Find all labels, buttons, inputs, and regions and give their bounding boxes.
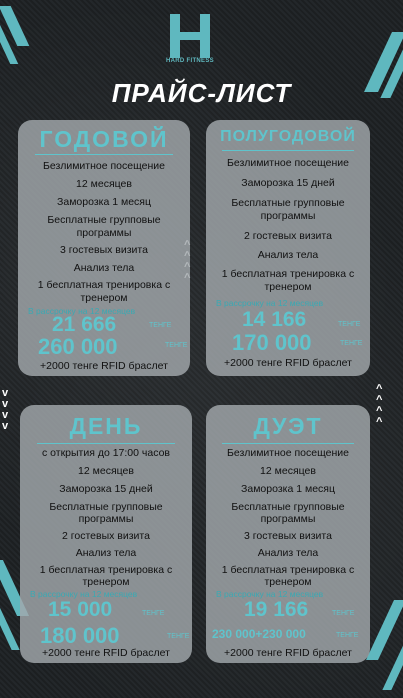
installment-note: В рассрочку на 12 месяцев bbox=[28, 306, 136, 316]
rfid-note: +2000 тенге RFID браслет bbox=[42, 647, 170, 659]
feature-line: 1 бесплатная тренировка с bbox=[39, 564, 173, 576]
total-price: 230 000+230 000 bbox=[212, 627, 306, 641]
total-price: 170 000 bbox=[232, 330, 312, 355]
feature-line: Заморозка 1 месяц bbox=[57, 196, 151, 208]
currency-label: ТЕНГЕ bbox=[332, 610, 355, 617]
monthly-price: 14 166 bbox=[242, 308, 307, 331]
feature-line: программы bbox=[260, 210, 316, 222]
feature-line: 2 гостевых визита bbox=[244, 230, 332, 242]
day-plan-card bbox=[20, 405, 192, 663]
card-title: ПОЛУГОДОВОЙ bbox=[220, 128, 356, 145]
feature-line: Бесплатные групповые bbox=[47, 214, 161, 226]
monthly-price: 21 666 bbox=[52, 313, 117, 336]
feature-line: Заморозка 1 месяц bbox=[241, 483, 335, 495]
feature-line: Безлимитное посещение bbox=[43, 160, 165, 172]
feature-line: Безлимитное посещение bbox=[227, 447, 349, 459]
feature-line: с открытия до 17:00 часов bbox=[41, 447, 170, 459]
half-year-plan-card bbox=[206, 120, 370, 376]
total-price: 180 000 bbox=[40, 623, 120, 648]
feature-line: 1 бесплатная тренировка с bbox=[221, 268, 355, 280]
feature-line: 12 месяцев bbox=[78, 465, 134, 477]
feature-line: тренером bbox=[82, 576, 130, 588]
feature-line: Бесплатные групповые bbox=[49, 501, 163, 513]
feature-line: 12 месяцев bbox=[260, 465, 316, 477]
rfid-note: +2000 тенге RFID браслет bbox=[40, 360, 168, 372]
decor-stripe bbox=[366, 600, 403, 660]
annual-plan-card bbox=[18, 120, 190, 376]
installment-note: В рассрочку на 12 месяцев bbox=[216, 589, 324, 599]
rfid-note: +2000 тенге RFID браслет bbox=[224, 357, 352, 369]
card-title: ДЕНЬ bbox=[69, 413, 143, 439]
currency-label: ТЕНГЕ bbox=[142, 610, 165, 617]
feature-line: 1 бесплатная тренировка с bbox=[37, 279, 171, 291]
feature-line: программы bbox=[260, 513, 316, 525]
feature-line: тренером bbox=[80, 292, 128, 304]
feature-line: 3 гостевых визита bbox=[244, 530, 332, 542]
duet-plan-card bbox=[206, 405, 370, 663]
rfid-note: +2000 тенге RFID браслет bbox=[224, 647, 352, 659]
feature-line: Бесплатные групповые bbox=[231, 197, 345, 209]
currency-label: ТЕНГЕ bbox=[338, 321, 361, 328]
feature-line: 3 гостевых визита bbox=[60, 244, 148, 256]
currency-label: ТЕНГЕ bbox=[167, 633, 190, 640]
monthly-price: 19 166 bbox=[244, 598, 309, 621]
divider bbox=[222, 150, 353, 151]
chevron-down-icon: v v v v bbox=[2, 387, 9, 432]
feature-line: Заморозка 15 дней bbox=[59, 483, 153, 495]
divider bbox=[222, 443, 353, 444]
feature-line: 12 месяцев bbox=[76, 178, 132, 190]
page-title: ПРАЙС-ЛИСТ bbox=[111, 78, 292, 108]
feature-line: программы bbox=[76, 227, 132, 239]
feature-line: 2 гостевых визита bbox=[62, 530, 150, 542]
card-title: ГОДОВОЙ bbox=[39, 126, 169, 152]
feature-line: 1 бесплатная тренировка с bbox=[221, 564, 355, 576]
feature-line: Бесплатные групповые bbox=[231, 501, 345, 513]
currency-label: ТЕНГЕ bbox=[165, 342, 188, 349]
feature-line: тренером bbox=[264, 576, 312, 588]
feature-line: Анализ тела bbox=[75, 547, 137, 559]
monthly-price: 15 000 bbox=[48, 598, 113, 621]
installment-note: В рассрочку на 12 месяцев bbox=[30, 589, 138, 599]
total-price: 260 000 bbox=[38, 334, 118, 359]
logo-text: HARD FITNESS bbox=[166, 58, 214, 64]
feature-line: программы bbox=[78, 513, 134, 525]
feature-line: тренером bbox=[264, 281, 312, 293]
decor-stripe bbox=[382, 640, 403, 690]
chevron-up-icon: ^ ^ ^ ^ bbox=[376, 383, 383, 428]
divider bbox=[37, 443, 175, 444]
feature-line: Безлимитное посещение bbox=[227, 157, 349, 169]
feature-line: Анализ тела bbox=[257, 249, 319, 261]
feature-line: Анализ тела bbox=[257, 547, 319, 559]
currency-label: ТЕНГЕ bbox=[340, 340, 363, 347]
currency-label: ТЕНГЕ bbox=[336, 632, 359, 639]
feature-line: Анализ тела bbox=[73, 262, 135, 274]
card-title: ДУЭТ bbox=[253, 413, 323, 439]
installment-note: В рассрочку на 12 месяцев bbox=[216, 298, 324, 308]
feature-line: Заморозка 15 дней bbox=[241, 177, 335, 189]
currency-label: ТЕНГЕ bbox=[149, 322, 172, 329]
divider bbox=[35, 154, 173, 155]
